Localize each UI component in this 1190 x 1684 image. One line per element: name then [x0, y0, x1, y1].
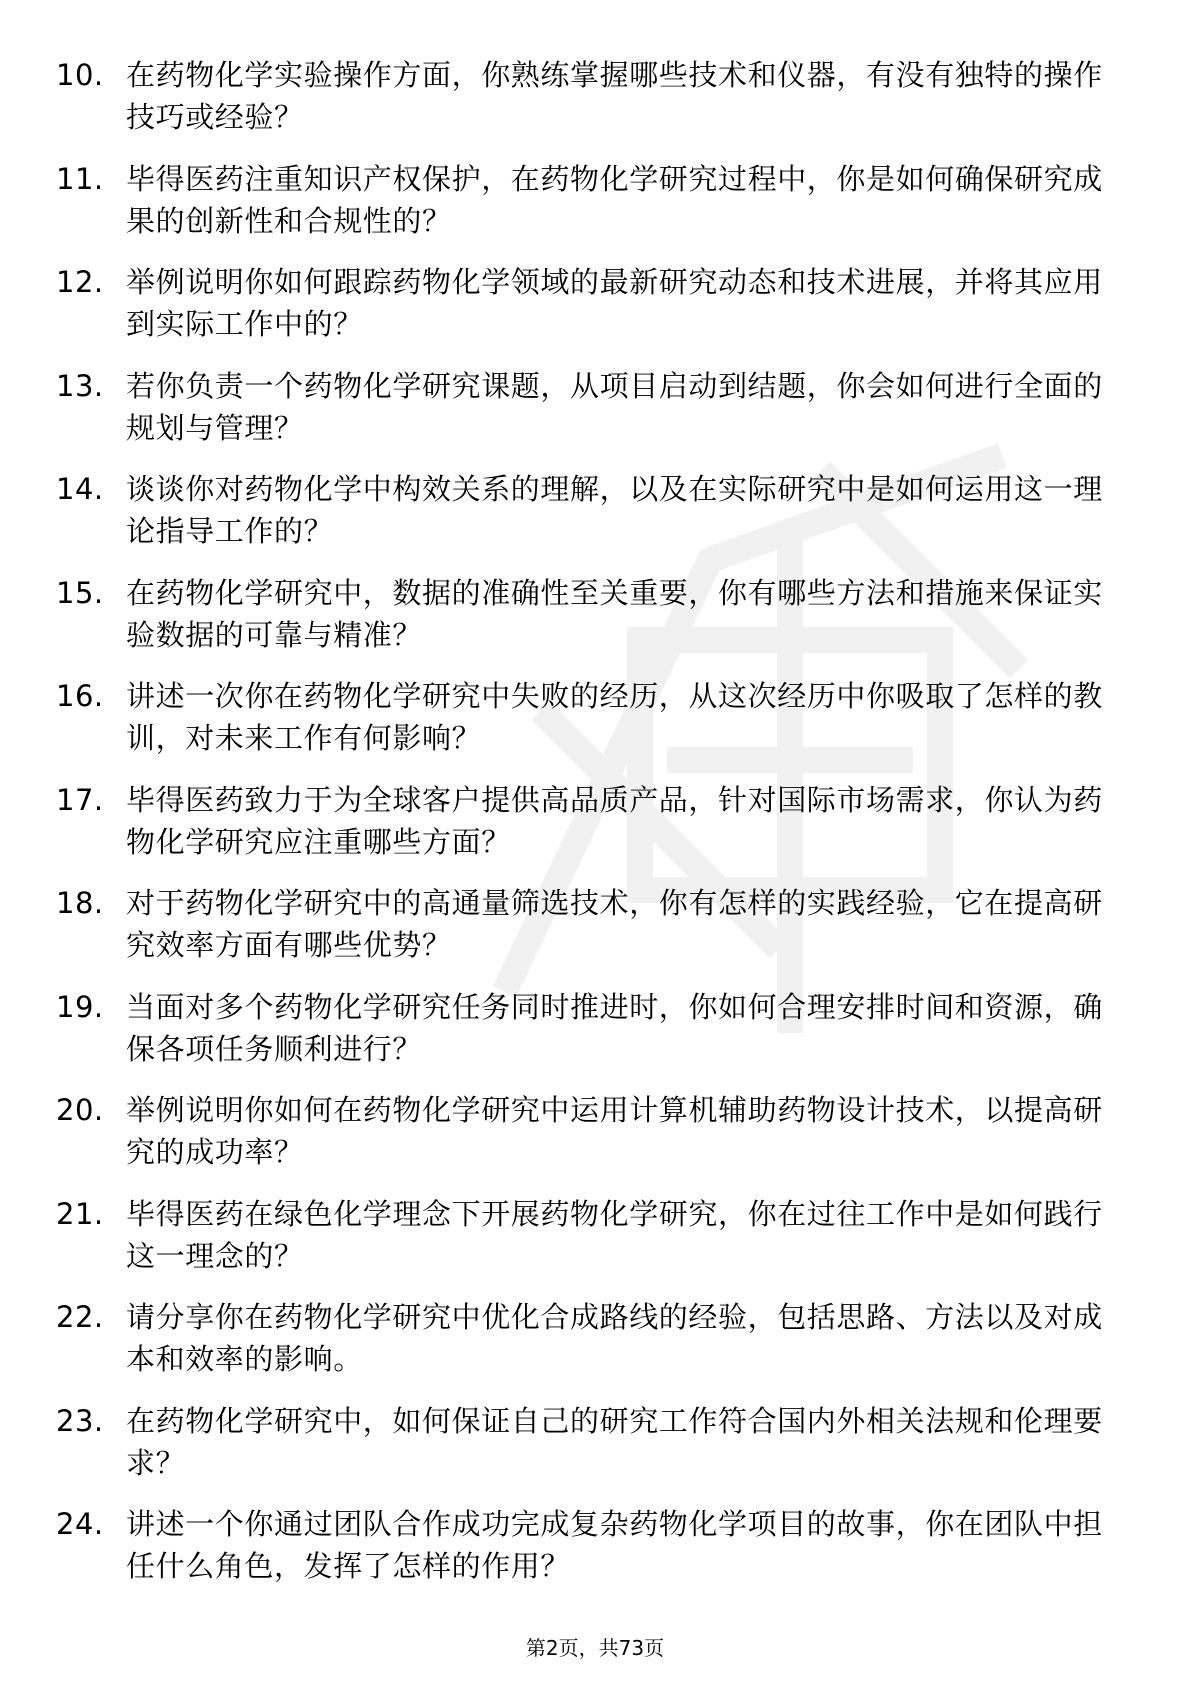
- question-text: 毕得医药致力于为全球客户提供高品质产品，针对国际市场需求，你认为药物化学研究应注重哪些方面？: [126, 782, 1103, 859]
- question-number: 11.: [56, 161, 104, 196]
- question-number: 21.: [56, 1196, 104, 1231]
- question-number: 15.: [56, 575, 104, 610]
- question-number: 10.: [56, 58, 104, 92]
- question-number: 13.: [56, 368, 104, 403]
- question-text: 毕得医药在绿色化学理念下开展药物化学研究，你在过往工作中是如何践行这一理念的？: [126, 1196, 1103, 1273]
- question-number: 20.: [56, 1093, 104, 1127]
- question-item: [56, 1193, 1136, 1297]
- question-item: [56, 468, 1136, 572]
- question-text: 若你负责一个药物化学研究课题，从项目启动到结题，你会如何进行全面的规划与管理？: [126, 368, 1103, 445]
- question-item: [56, 882, 1136, 986]
- question-number: 17.: [56, 782, 104, 817]
- question-item: [56, 675, 1136, 779]
- question-item: [56, 158, 1136, 262]
- question-text: 举例说明你如何在药物化学研究中运用计算机辅助药物设计技术，以提高研究的成功率？: [126, 1093, 1103, 1169]
- question-number: 12.: [56, 265, 104, 299]
- question-number: 22.: [56, 1300, 104, 1334]
- question-item: [56, 261, 1136, 365]
- question-item: [56, 1503, 1136, 1607]
- question-text: 毕得医药注重知识产权保护，在药物化学研究过程中，你是如何确保研究成果的创新性和合规性的？: [126, 161, 1103, 238]
- page-footer: 第2页，共73页: [525, 1636, 665, 1660]
- question-number: 23.: [56, 1403, 104, 1438]
- question-text: 在药物化学研究中，如何保证自己的研究工作符合国内外相关法规和伦理要求？: [126, 1403, 1103, 1480]
- question-item: [56, 1296, 1136, 1400]
- question-text: 请分享你在药物化学研究中优化合成路线的经验，包括思路、方法以及对成本和效率的影响。: [126, 1300, 1103, 1376]
- question-number: 24.: [56, 1507, 104, 1541]
- question-item: [56, 54, 1136, 158]
- question-text: 举例说明你如何跟踪药物化学领域的最新研究动态和技术进展，并将其应用到实际工作中的？: [126, 265, 1103, 341]
- question-text: 谈谈你对药物化学中构效关系的理解，以及在实际研究中是如何运用这一理论指导工作的？: [126, 472, 1103, 548]
- question-item: [56, 572, 1136, 676]
- question-text: 当面对多个药物化学研究任务同时推进时，你如何合理安排时间和资源，确保各项任务顺利进行？: [126, 989, 1103, 1066]
- question-item: [56, 1400, 1136, 1504]
- question-number: 19.: [56, 989, 104, 1024]
- question-number: 16.: [56, 679, 104, 713]
- question-number: 18.: [56, 886, 104, 920]
- question-item: [56, 986, 1136, 1090]
- question-number: 14.: [56, 472, 104, 506]
- question-text: 对于药物化学研究中的高通量筛选技术，你有怎样的实践经验，它在提高研究效率方面有哪些优势？: [126, 886, 1103, 962]
- question-text: 在药物化学研究中，数据的准确性至关重要，你有哪些方法和措施来保证实验数据的可靠与精准？: [126, 575, 1103, 652]
- question-item: [56, 365, 1136, 469]
- question-text: 讲述一次你在药物化学研究中失败的经历，从这次经历中你吸取了怎样的教训，对未来工作有何影响？: [126, 679, 1103, 755]
- question-text: 讲述一个你通过团队合作成功完成复杂药物化学项目的故事，你在团队中担任什么角色，发挥了怎样的作用？: [126, 1507, 1103, 1583]
- question-item: [56, 1089, 1136, 1193]
- question-text: 在药物化学实验操作方面，你熟练掌握哪些技术和仪器，有没有独特的操作技巧或经验？: [126, 58, 1103, 134]
- question-list: [56, 54, 1136, 1607]
- question-item: [56, 779, 1136, 883]
